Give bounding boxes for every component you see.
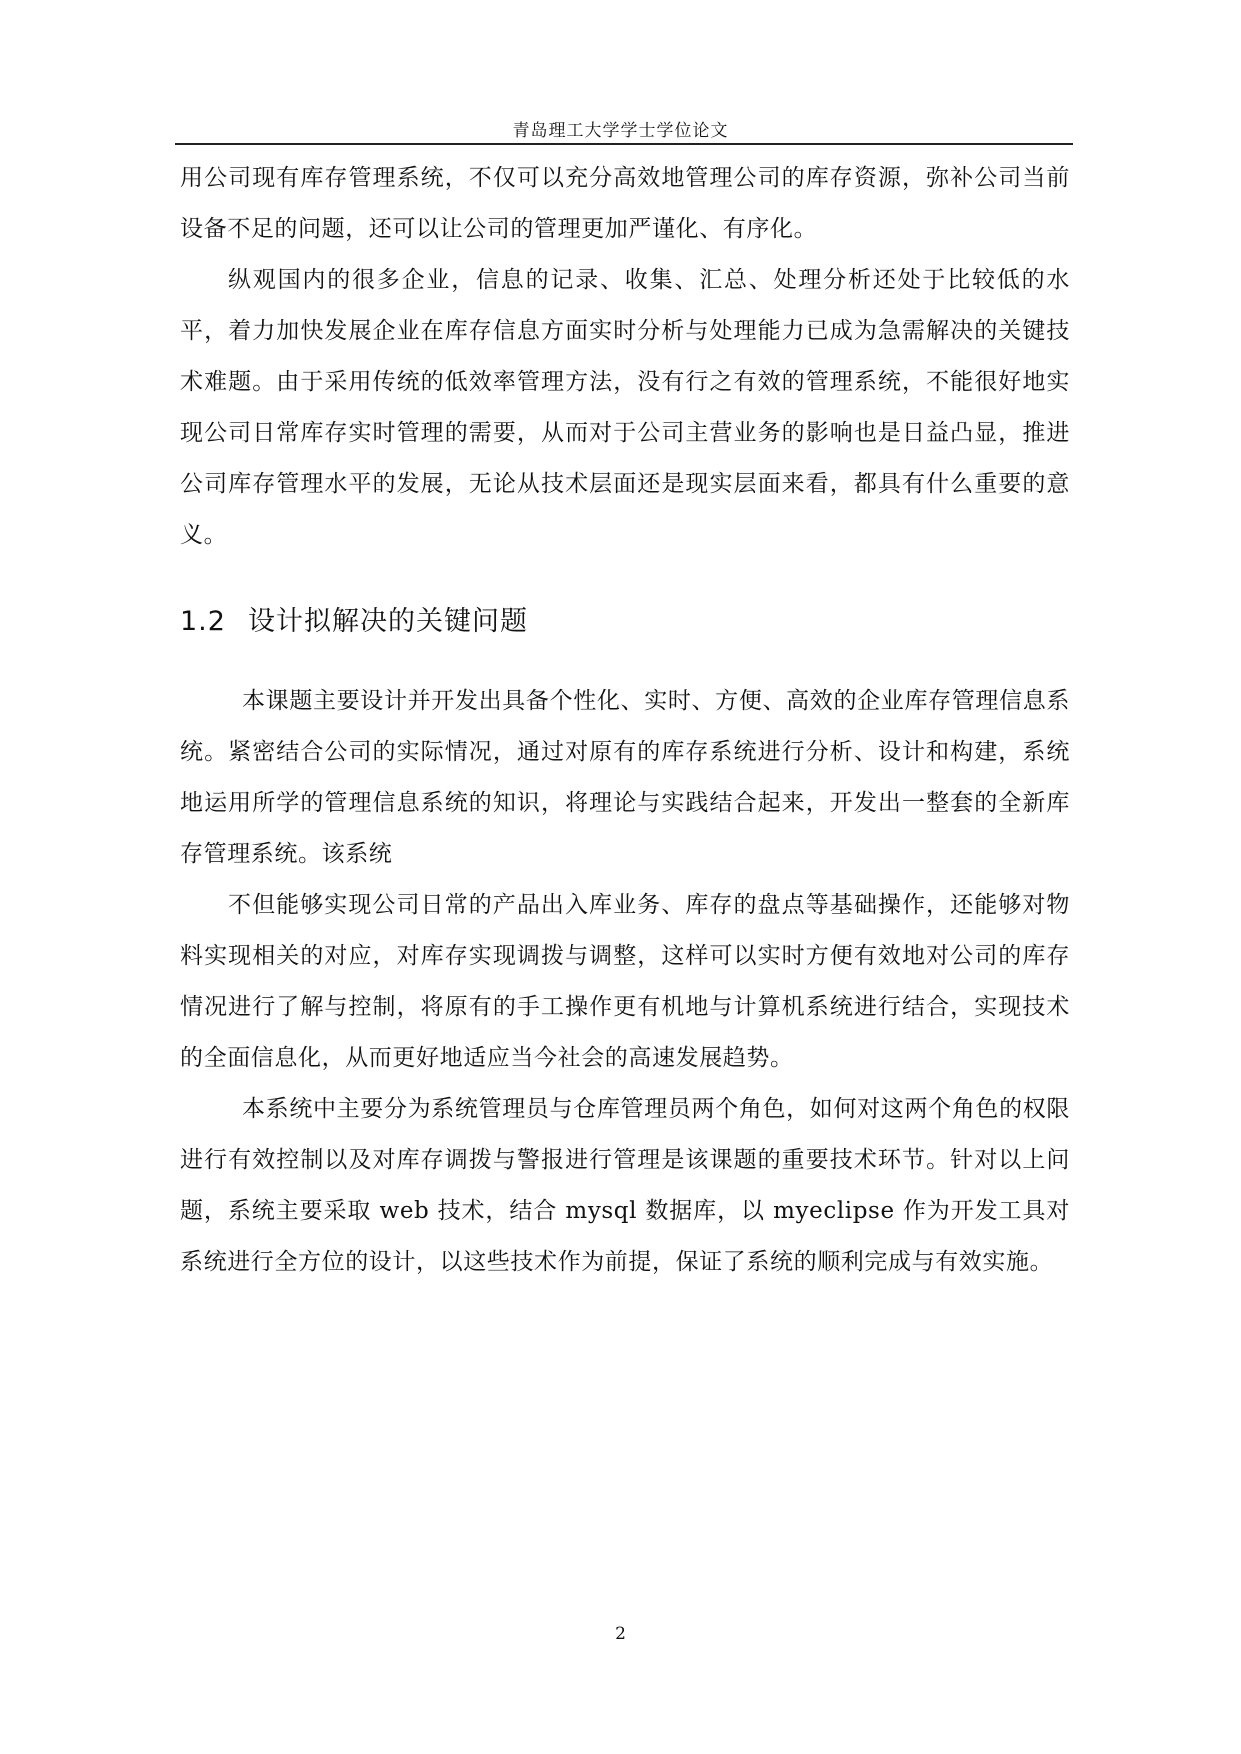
section-number: 1.2 bbox=[180, 606, 226, 637]
section-paragraph-1: 本课题主要设计并开发出具备个性化、实时、方便、高效的企业库存管理信息系统。紧密结合公司的实际情况，通过对原有的库存系统进行分析、设计和构建，系统地运用所学的管理信息系统的知识，将理论与实践结合起来，开发出一整套的全新库存管理系统。该系统 bbox=[180, 688, 1070, 867]
section-paragraph-3: 本系统中主要分为系统管理员与仓库管理员两个角色，如何对这两个角色的权限进行有效控制以及对库存调拨与警报进行管理是该课题的重要技术环节。针对以上问题，系统主要采取 web 技术，结合 mysql 数据库，以 myeclipse 作为开发工具对系统进行全方位的设计，以这些技术作为前提，保证了系统的顺利完成与有效实施。 bbox=[180, 1096, 1070, 1275]
running-header: 青岛理工大学学士学位论文 bbox=[512, 121, 729, 141]
section-title: 设计拟解决的关键问题 bbox=[247, 606, 528, 637]
section-heading bbox=[180, 599, 1070, 638]
header-rule bbox=[175, 143, 1073, 145]
page-number: 2 bbox=[615, 1624, 626, 1644]
section-paragraph-2: 不但能够实现公司日常的产品出入库业务、库存的盘点等基础操作，还能够对物料实现相关的对应，对库存实现调拨与调整，这样可以实时方便有效地对公司的库存情况进行了解与控制，将原有的手工操作更有机地与计算机系统进行结合，实现技术的全面信息化，从而更好地适应当今社会的高速发展趋势。 bbox=[180, 892, 1070, 1071]
body-paragraph-1: 用公司现有库存管理系统，不仅可以充分高效地管理公司的库存资源，弥补公司当前设备不足的问题，还可以让公司的管理更加严谨化、有序化。 bbox=[180, 165, 1070, 242]
page-body bbox=[180, 153, 1070, 1288]
body-paragraph-2: 纵观国内的很多企业，信息的记录、收集、汇总、处理分析还处于比较低的水平，着力加快发展企业在库存信息方面实时分析与处理能力已成为急需解决的关键技术难题。由于采用传统的低效率管理方法，没有行之有效的管理系统，不能很好地实现公司日常库存实时管理的需要，从而对于公司主营业务的影响也是日益凸显，推进公司库存管理水平的发展，无论从技术层面还是现实层面来看，都具有什么重要的意义。 bbox=[180, 267, 1070, 548]
